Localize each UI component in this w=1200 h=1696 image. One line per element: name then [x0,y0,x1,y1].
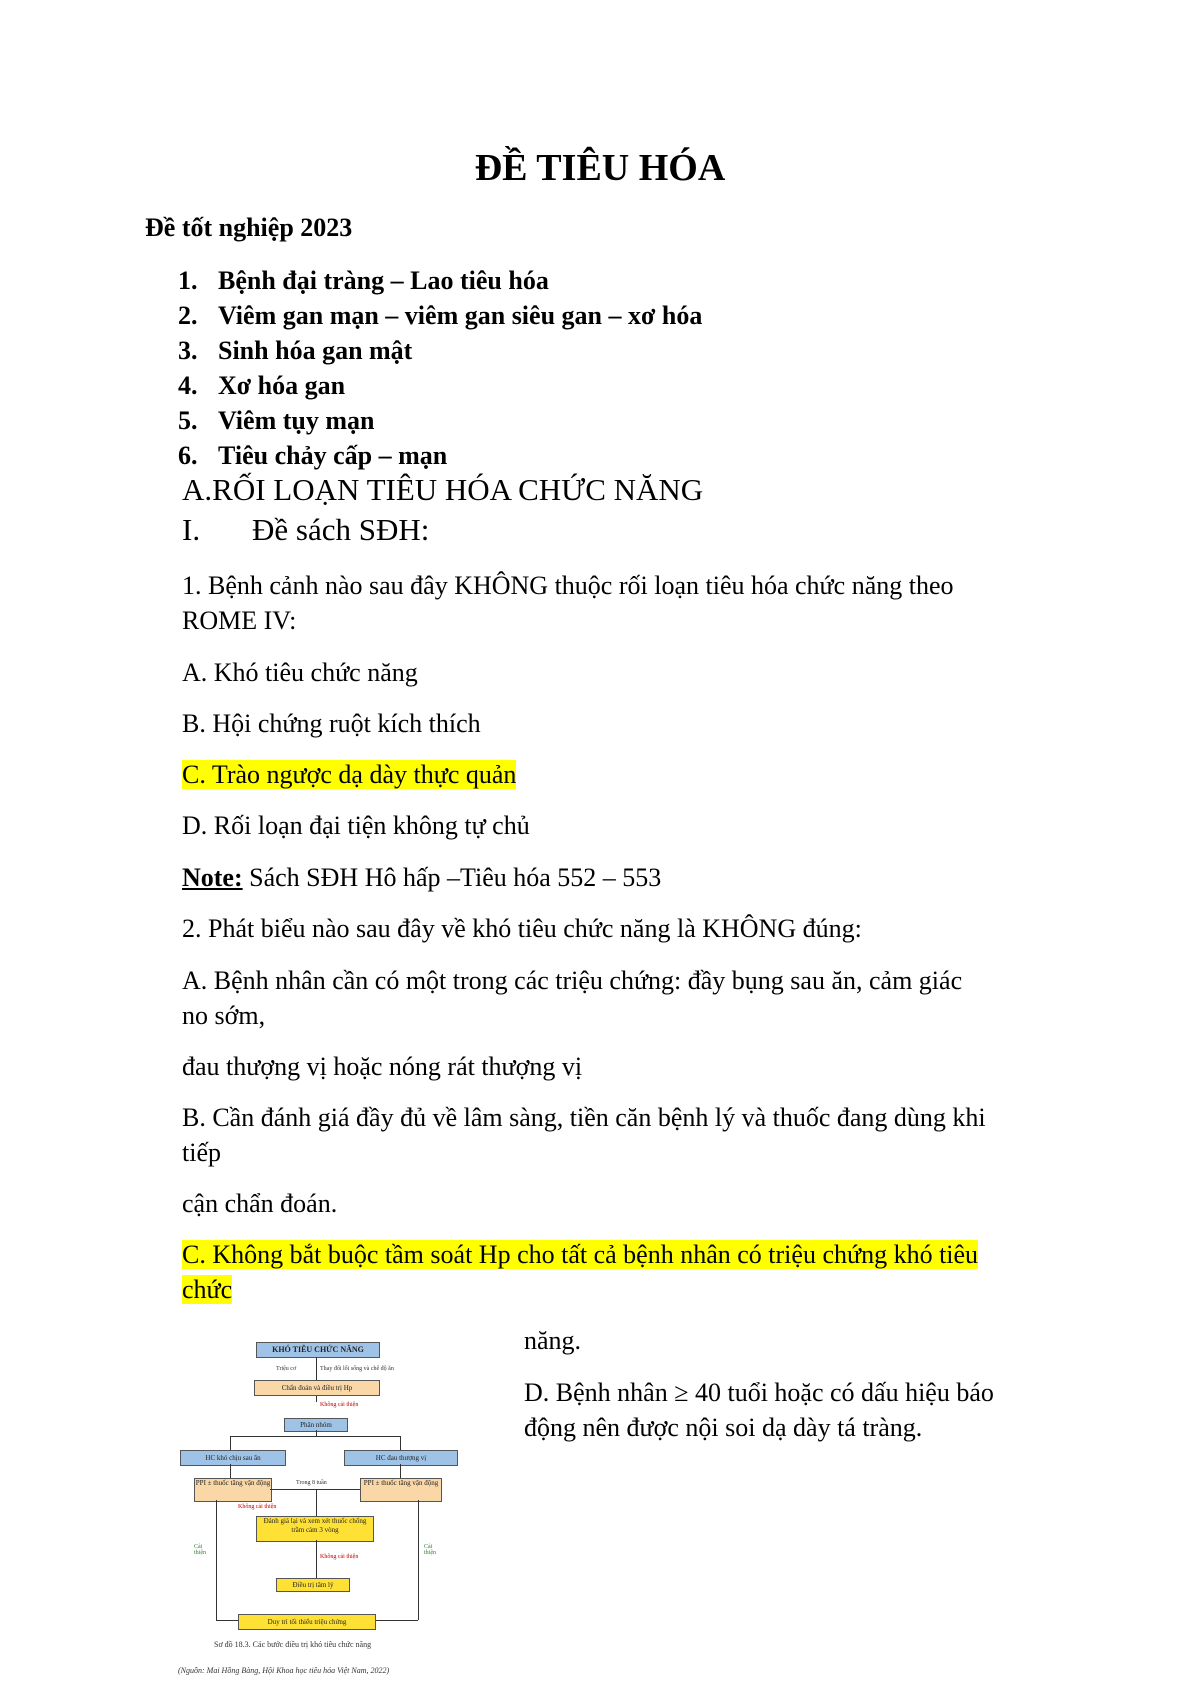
figure-source: (Nguồn: Mai Hồng Bàng, Hội Khoa học tiêu hóa Việt Nam, 2022) [178,1666,390,1675]
q1-stem-line1: 1. Bệnh cảnh nào sau đây KHÔNG thuộc rối loạn tiêu hóa chức năng theo [182,571,954,600]
list-item: 6. Tiêu chảy cấp – mạn [178,441,448,470]
q1-stem-line2: ROME IV: [182,606,297,635]
list-item: 2. Viêm gan mạn – viêm gan siêu gan – xơ hóa [178,301,703,330]
flow-center-box: Đánh giá lại và xem xét thuốc chống trầm cảm 3 vòng [256,1516,374,1542]
flow-label: Trong 8 tuần [296,1480,327,1486]
note-line: Note: Sách SĐH Hô hấp –Tiêu hóa 552 – 553 [182,863,662,892]
section-heading-a: A.RỐI LOẠN TIÊU HÓA CHỨC NĂNG [182,472,704,507]
flow-top-box: KHÓ TIÊU CHỨC NĂNG [256,1342,380,1358]
q2-option-b-line3: cận chẩn đoán. [182,1189,338,1218]
list-item: 1. Bệnh đại tràng – Lao tiêu hóa [178,266,549,295]
q2-option-a-line3: đau thượng vị hoặc nóng rát thượng vị [182,1052,583,1081]
flow-group-box: Phân nhóm [284,1418,348,1432]
q2-option-b-line1: B. Cần đánh giá đầy đủ về lâm sàng, tiền căn bệnh lý và thuốc đang dùng khi [182,1103,986,1132]
q2-option-c-line1: C. Không bắt buộc tầm soát Hp cho tất cả bệnh nhân có triệu chứng khó tiêu [182,1240,979,1269]
q1-option-b: B. Hội chứng ruột kích thích [182,709,481,738]
flow-hp-box: Chẩn đoán và điều trị Hp [254,1380,380,1396]
flow-bottom-box: Duy trì tối thiểu triệu chứng [238,1614,376,1630]
flow-right-group: HC đau thượng vị [344,1450,458,1466]
flow-right-drug: PPI ± thuốc tăng vận động [360,1478,442,1502]
list-item: 3. Sinh hóa gan mật [178,336,413,365]
q2-option-c-line3: năng. [524,1326,582,1355]
flow-label: Không cải thiện [238,1504,277,1510]
flow-left-group: HC khó chịu sau ăn [180,1450,286,1466]
q1-option-c-answer: C. Trào ngược dạ dày thực quản [182,760,517,789]
q2-option-d-line1: D. Bệnh nhân ≥ 40 tuổi hoặc có dấu hiệu báo [524,1378,994,1407]
list-item: 4. Xơ hóa gan [178,371,346,400]
flow-label: Triệu cơ [276,1366,297,1372]
flow-label: Cải thiện [424,1544,436,1556]
q2-option-a-line2: no sớm, [182,1001,266,1030]
flow-label: Không cải thiện [320,1402,359,1408]
flowchart-figure [178,1332,468,1694]
q1-option-a: A. Khó tiêu chức năng [182,658,418,687]
q2-stem: 2. Phát biểu nào sau đây về khó tiêu chức năng là KHÔNG đúng: [182,914,862,943]
flow-center-box-2: Điều trị tâm lý [276,1578,350,1592]
figure-caption: Sơ đồ 18.3. Các bước điều trị khó tiêu chức năng [214,1640,372,1649]
list-item: 5. Viêm tụy mạn [178,406,375,435]
flow-label: Cải thiện [194,1544,206,1556]
q2-option-b-line2: tiếp [182,1138,221,1167]
flow-label: Không cải thiện [320,1554,359,1560]
section-heading-i: I. Đề sách SĐH: [182,512,430,547]
q2-option-a-line1: A. Bệnh nhân cần có một trong các triệu chứng: đầy bụng sau ăn, cảm giác [182,966,963,995]
page-title: ĐỀ TIÊU HÓA [474,147,726,189]
q1-option-d: D. Rối loạn đại tiện không tự chủ [182,811,530,840]
q2-option-d-line2: động nên được nội soi dạ dày tá tràng. [524,1413,923,1442]
exam-subtitle: Đề tốt nghiệp 2023 [145,213,353,242]
flow-label: Thay đổi lối sống và chế độ ăn [320,1366,394,1372]
flow-left-drug: PPI ± thuốc tăng vận động [194,1478,272,1502]
q2-option-c-line2: chức [182,1275,233,1304]
topic-list [178,263,702,473]
